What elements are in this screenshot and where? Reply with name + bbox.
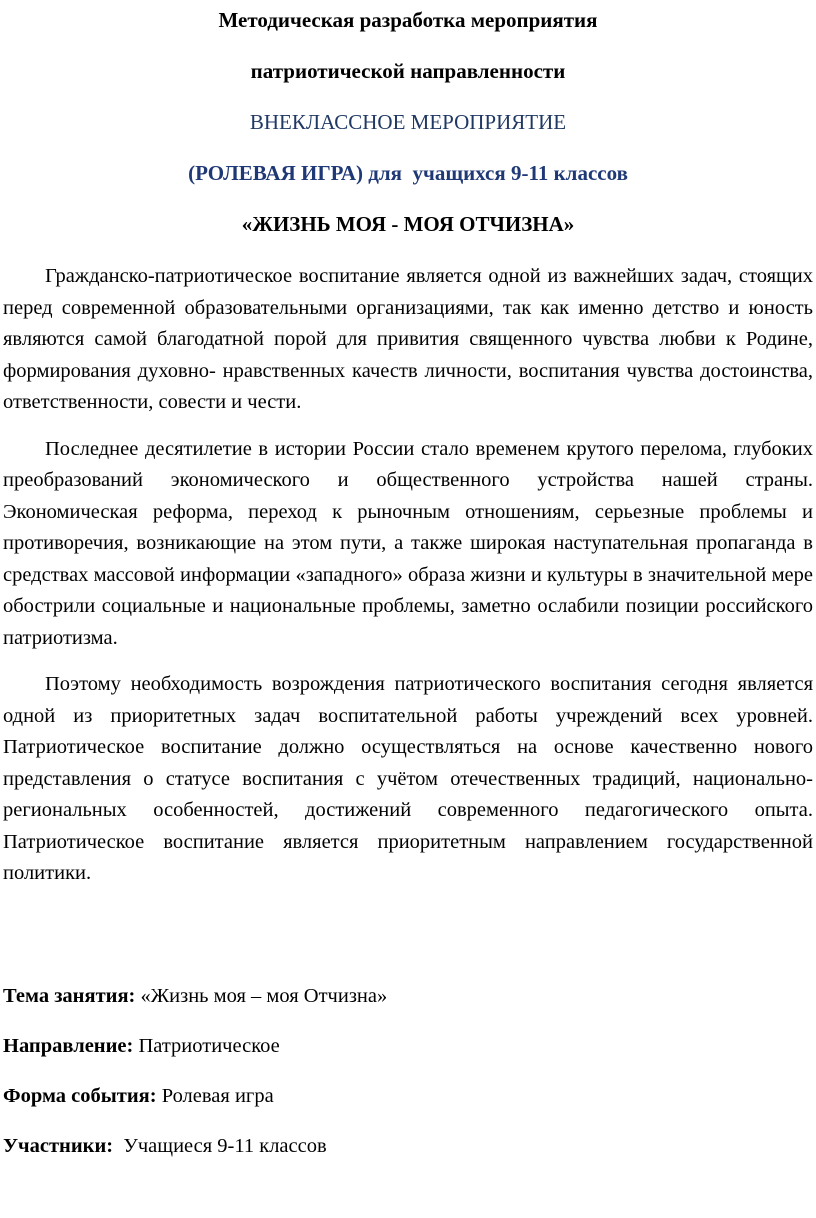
detail-topic (3, 982, 813, 1011)
detail-direction-value: Патриотическое (133, 1034, 280, 1057)
detail-participants-label: Участники: (3, 1134, 114, 1157)
detail-direction (3, 1032, 813, 1061)
document-body (3, 261, 813, 890)
paragraph-2: Последнее десятилетие в истории России стало временем крутого перелома, глубоких преобразований экономического и общественного устройства нашей страны. Экономическая реформа, переход к рыночным отношениям, серьезные проблемы и противоречия, возникающие на этом пути, а также широкая наступательная пропаганда в средствах массовой информации «западного» образа жизни и культуры в значительной мере обострили социальные и национальные проблемы, заметно ослабили позиции российского патриотизма. (3, 437, 813, 649)
detail-direction-label: Направление: (3, 1034, 134, 1057)
subtitle-event-type: ВНЕКЛАССНОЕ МЕРОПРИЯТИЕ (249, 110, 567, 134)
detail-event-form-label: Форма события: (3, 1084, 157, 1107)
subtitle-event-name: «ЖИЗНЬ МОЯ - МОЯ ОТЧИЗНА» (241, 212, 575, 236)
detail-participants-value: Учащиеся 9-11 классов (113, 1134, 327, 1157)
document-title-block (3, 6, 813, 239)
paragraph-3: Поэтому необходимость возрождения патриотического воспитания сегодня является одной из приоритетных задач воспитательной работы учреждений всех уровней. Патриотическое воспитание должно осуществляться на основе качественно нового представления о статусе воспитания с учётом отечественных традиций, национально-региональных особенностей, достижений современного педагогического опыта. Патриотическое воспитание является приоритетным направлением государственной политики. (3, 673, 813, 884)
paragraph-1: Гражданско-патриотическое воспитание является одной из важнейших задач, стоящих перед современной образовательными организациями, так как именно детство и юность являются самой благодатной порой для привития священного чувства любви к Родине, формирования духовно- нравственных качеств личности, воспитания чувства достоинства, ответственности, совести и чести. (3, 265, 813, 413)
detail-topic-value: «Жизнь моя – моя Отчизна» (135, 984, 388, 1007)
detail-participants (3, 1132, 813, 1161)
detail-event-form-value: Ролевая игра (156, 1084, 274, 1107)
title-line-2: патриотической направленности (250, 59, 566, 83)
title-line-1: Методическая разработка мероприятия (218, 8, 598, 32)
detail-event-form (3, 1082, 813, 1111)
lesson-details (3, 982, 813, 1161)
detail-topic-label: Тема занятия: (3, 984, 136, 1007)
subtitle-game-audience: (РОЛЕВАЯ ИГРА) для учащихся 9-11 классов (188, 161, 628, 185)
